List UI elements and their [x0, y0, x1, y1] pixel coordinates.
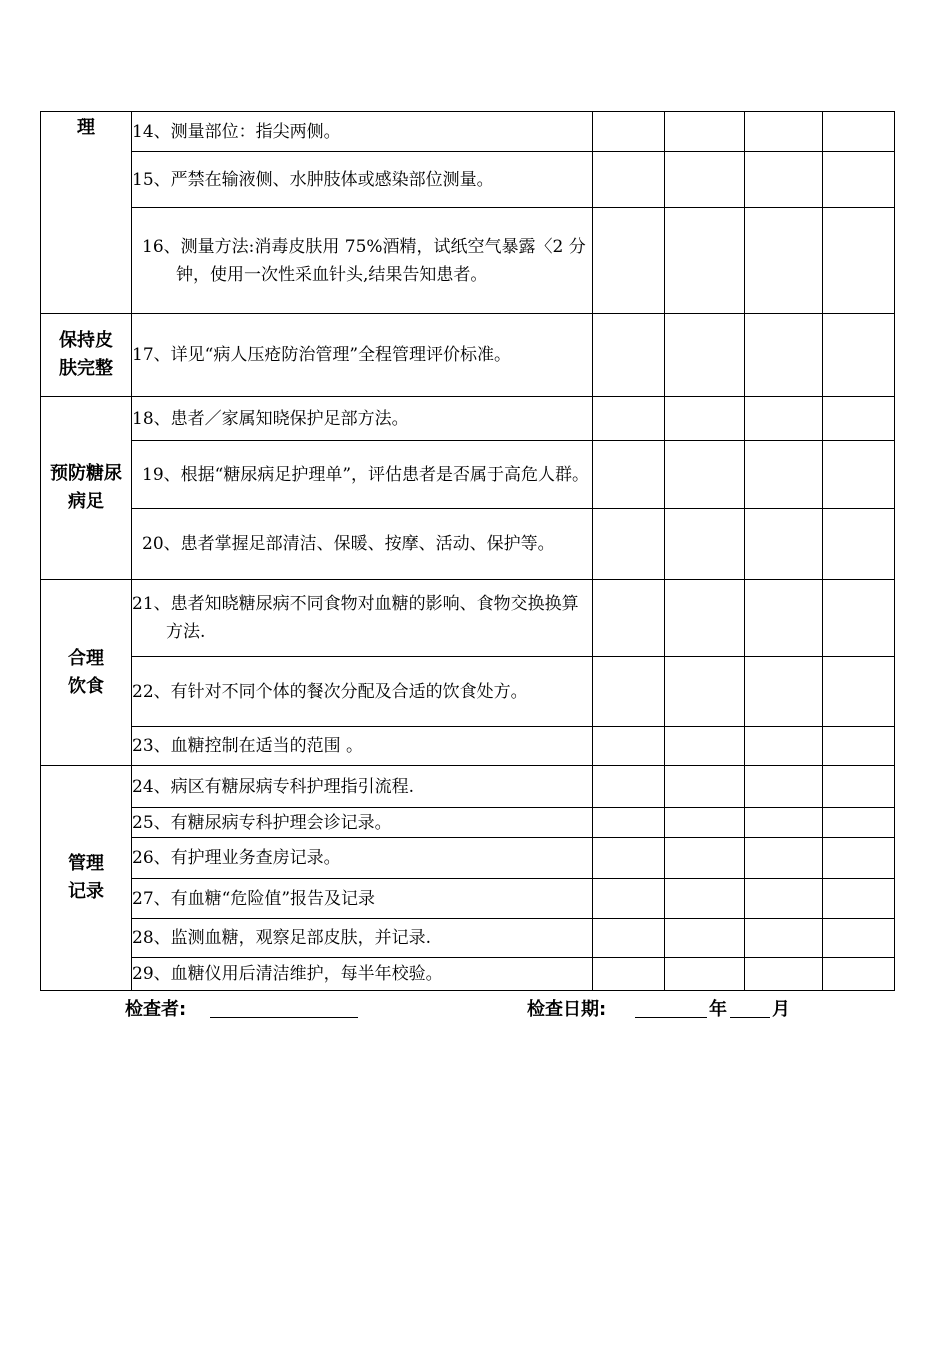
table-row	[41, 958, 895, 991]
score-cell[interactable]	[823, 152, 895, 208]
score-cell[interactable]	[665, 766, 745, 808]
score-cell[interactable]	[823, 657, 895, 727]
score-cell[interactable]	[665, 208, 745, 314]
item-cell	[132, 879, 593, 919]
item-text: 29、血糖仪用后清洁维护，每半年校验。	[132, 964, 443, 984]
table-row	[41, 838, 895, 879]
item-cell	[132, 208, 593, 314]
score-cell[interactable]	[823, 112, 895, 152]
score-cell[interactable]	[745, 838, 823, 879]
item-cell	[132, 838, 593, 879]
category-label: 理	[77, 117, 95, 138]
category-cell	[41, 314, 132, 397]
score-cell[interactable]	[593, 958, 665, 991]
item-cell	[132, 727, 593, 766]
score-cell[interactable]	[665, 727, 745, 766]
table-row	[41, 727, 895, 766]
category-cell	[41, 580, 132, 766]
item-cell	[132, 112, 593, 152]
year-blank-line[interactable]	[635, 1017, 707, 1018]
item-text: 21、患者知晓糖尿病不同食物对血糖的影响、食物交换换算方法.	[132, 594, 579, 642]
table-row	[41, 580, 895, 657]
score-cell[interactable]	[593, 441, 665, 509]
table-row	[41, 314, 895, 397]
category-label: 保持皮肤完整	[59, 330, 113, 379]
item-cell	[132, 808, 593, 838]
score-cell[interactable]	[665, 808, 745, 838]
score-cell[interactable]	[665, 509, 745, 580]
table-row	[41, 808, 895, 838]
score-cell[interactable]	[593, 766, 665, 808]
score-cell[interactable]	[823, 580, 895, 657]
signature-footer	[0, 993, 950, 1023]
score-cell[interactable]	[593, 838, 665, 879]
score-cell[interactable]	[823, 958, 895, 991]
table-row	[41, 152, 895, 208]
item-text: 28、监测血糖，观察足部皮肤，并记录.	[132, 928, 432, 948]
month-label: 月	[772, 999, 790, 1020]
score-cell[interactable]	[823, 919, 895, 958]
score-cell[interactable]	[823, 808, 895, 838]
score-cell[interactable]	[745, 441, 823, 509]
score-cell[interactable]	[593, 657, 665, 727]
score-cell[interactable]	[745, 766, 823, 808]
category-cell	[41, 112, 132, 314]
score-cell[interactable]	[823, 509, 895, 580]
score-cell[interactable]	[593, 112, 665, 152]
table-row	[41, 509, 895, 580]
item-text: 25、有糖尿病专科护理会诊记录。	[132, 812, 392, 833]
score-cell[interactable]	[665, 919, 745, 958]
item-cell	[132, 441, 593, 509]
score-cell[interactable]	[745, 727, 823, 766]
item-text: 24、病区有糖尿病专科护理指引流程.	[132, 776, 415, 797]
score-cell[interactable]	[665, 152, 745, 208]
item-text: 23、血糖控制在适当的范围 。	[132, 736, 364, 756]
score-cell[interactable]	[823, 397, 895, 441]
score-cell[interactable]	[593, 152, 665, 208]
item-text: 27、有血糖“危险值”报告及记录	[132, 888, 376, 909]
score-cell[interactable]	[665, 112, 745, 152]
score-cell[interactable]	[593, 808, 665, 838]
score-cell[interactable]	[593, 919, 665, 958]
category-cell	[41, 397, 132, 580]
score-cell[interactable]	[823, 766, 895, 808]
item-text: 14、测量部位：指尖两侧。	[132, 121, 341, 142]
score-cell[interactable]	[665, 580, 745, 657]
score-cell[interactable]	[665, 879, 745, 919]
score-cell[interactable]	[823, 314, 895, 397]
table-row	[41, 208, 895, 314]
score-cell[interactable]	[745, 509, 823, 580]
item-text: 19、根据“糖尿病足护理单”，评估患者是否属于高危人群。	[142, 464, 590, 485]
score-cell[interactable]	[745, 580, 823, 657]
inspector-signature-line[interactable]	[210, 1017, 358, 1018]
score-cell[interactable]	[745, 314, 823, 397]
score-cell[interactable]	[823, 879, 895, 919]
table-row	[41, 919, 895, 958]
table-row	[41, 441, 895, 509]
category-label: 合理饮食	[68, 647, 104, 697]
nursing-checklist-table	[40, 111, 895, 991]
score-cell[interactable]	[745, 879, 823, 919]
score-cell[interactable]	[593, 208, 665, 314]
score-cell[interactable]	[745, 657, 823, 727]
table-row	[41, 657, 895, 727]
table-row	[41, 766, 895, 808]
score-cell[interactable]	[593, 397, 665, 441]
item-cell	[132, 657, 593, 727]
score-cell[interactable]	[823, 208, 895, 314]
item-cell	[132, 314, 593, 397]
item-cell	[132, 580, 593, 657]
score-cell[interactable]	[745, 808, 823, 838]
category-cell	[41, 766, 132, 991]
category-label: 预防糖尿病足	[49, 463, 122, 512]
item-text: 15、严禁在输液侧、水肿肢体或感染部位测量。	[132, 169, 494, 190]
score-cell[interactable]	[593, 727, 665, 766]
category-label: 管理记录	[68, 853, 104, 902]
inspector-label: 检查者:	[125, 999, 187, 1020]
score-cell[interactable]	[665, 958, 745, 991]
item-cell	[132, 958, 593, 991]
score-cell[interactable]	[745, 958, 823, 991]
item-text: 20、患者掌握足部清洁、保暖、按摩、活动、保护等。	[142, 534, 555, 554]
item-cell	[132, 397, 593, 441]
score-cell[interactable]	[823, 838, 895, 879]
score-cell[interactable]	[665, 441, 745, 509]
score-cell[interactable]	[823, 727, 895, 766]
score-cell[interactable]	[745, 152, 823, 208]
table-row	[41, 397, 895, 441]
score-cell[interactable]	[593, 879, 665, 919]
table-row	[41, 879, 895, 919]
score-cell[interactable]	[665, 314, 745, 397]
item-cell	[132, 919, 593, 958]
table-row	[41, 112, 895, 152]
score-cell[interactable]	[745, 112, 823, 152]
score-cell[interactable]	[593, 314, 665, 397]
score-cell[interactable]	[745, 397, 823, 441]
score-cell[interactable]	[745, 208, 823, 314]
score-cell[interactable]	[665, 397, 745, 441]
score-cell[interactable]	[745, 919, 823, 958]
item-cell	[132, 152, 593, 208]
score-cell[interactable]	[665, 657, 745, 727]
check-date-label: 检查日期:	[527, 999, 607, 1020]
item-text: 17、详见“病人压疮防治管理”全程管理评价标准。	[132, 345, 512, 365]
score-cell[interactable]	[593, 509, 665, 580]
item-cell	[132, 766, 593, 808]
item-cell	[132, 509, 593, 580]
score-cell[interactable]	[665, 838, 745, 879]
month-blank-line[interactable]	[730, 1017, 770, 1018]
item-text: 26、有护理业务查房记录。	[132, 848, 341, 868]
item-text: 22、有针对不同个体的餐次分配及合适的饮食处方。	[132, 681, 528, 702]
score-cell[interactable]	[593, 580, 665, 657]
score-cell[interactable]	[823, 441, 895, 509]
item-text: 18、患者／家属知晓保护足部方法。	[132, 408, 409, 429]
item-text: 16、测量方法:消毒皮肤用 75%酒精，试纸空气暴露〈2 分钟，使用一次性采血针头,结果告知患者。	[142, 236, 586, 285]
year-label: 年	[709, 999, 727, 1020]
